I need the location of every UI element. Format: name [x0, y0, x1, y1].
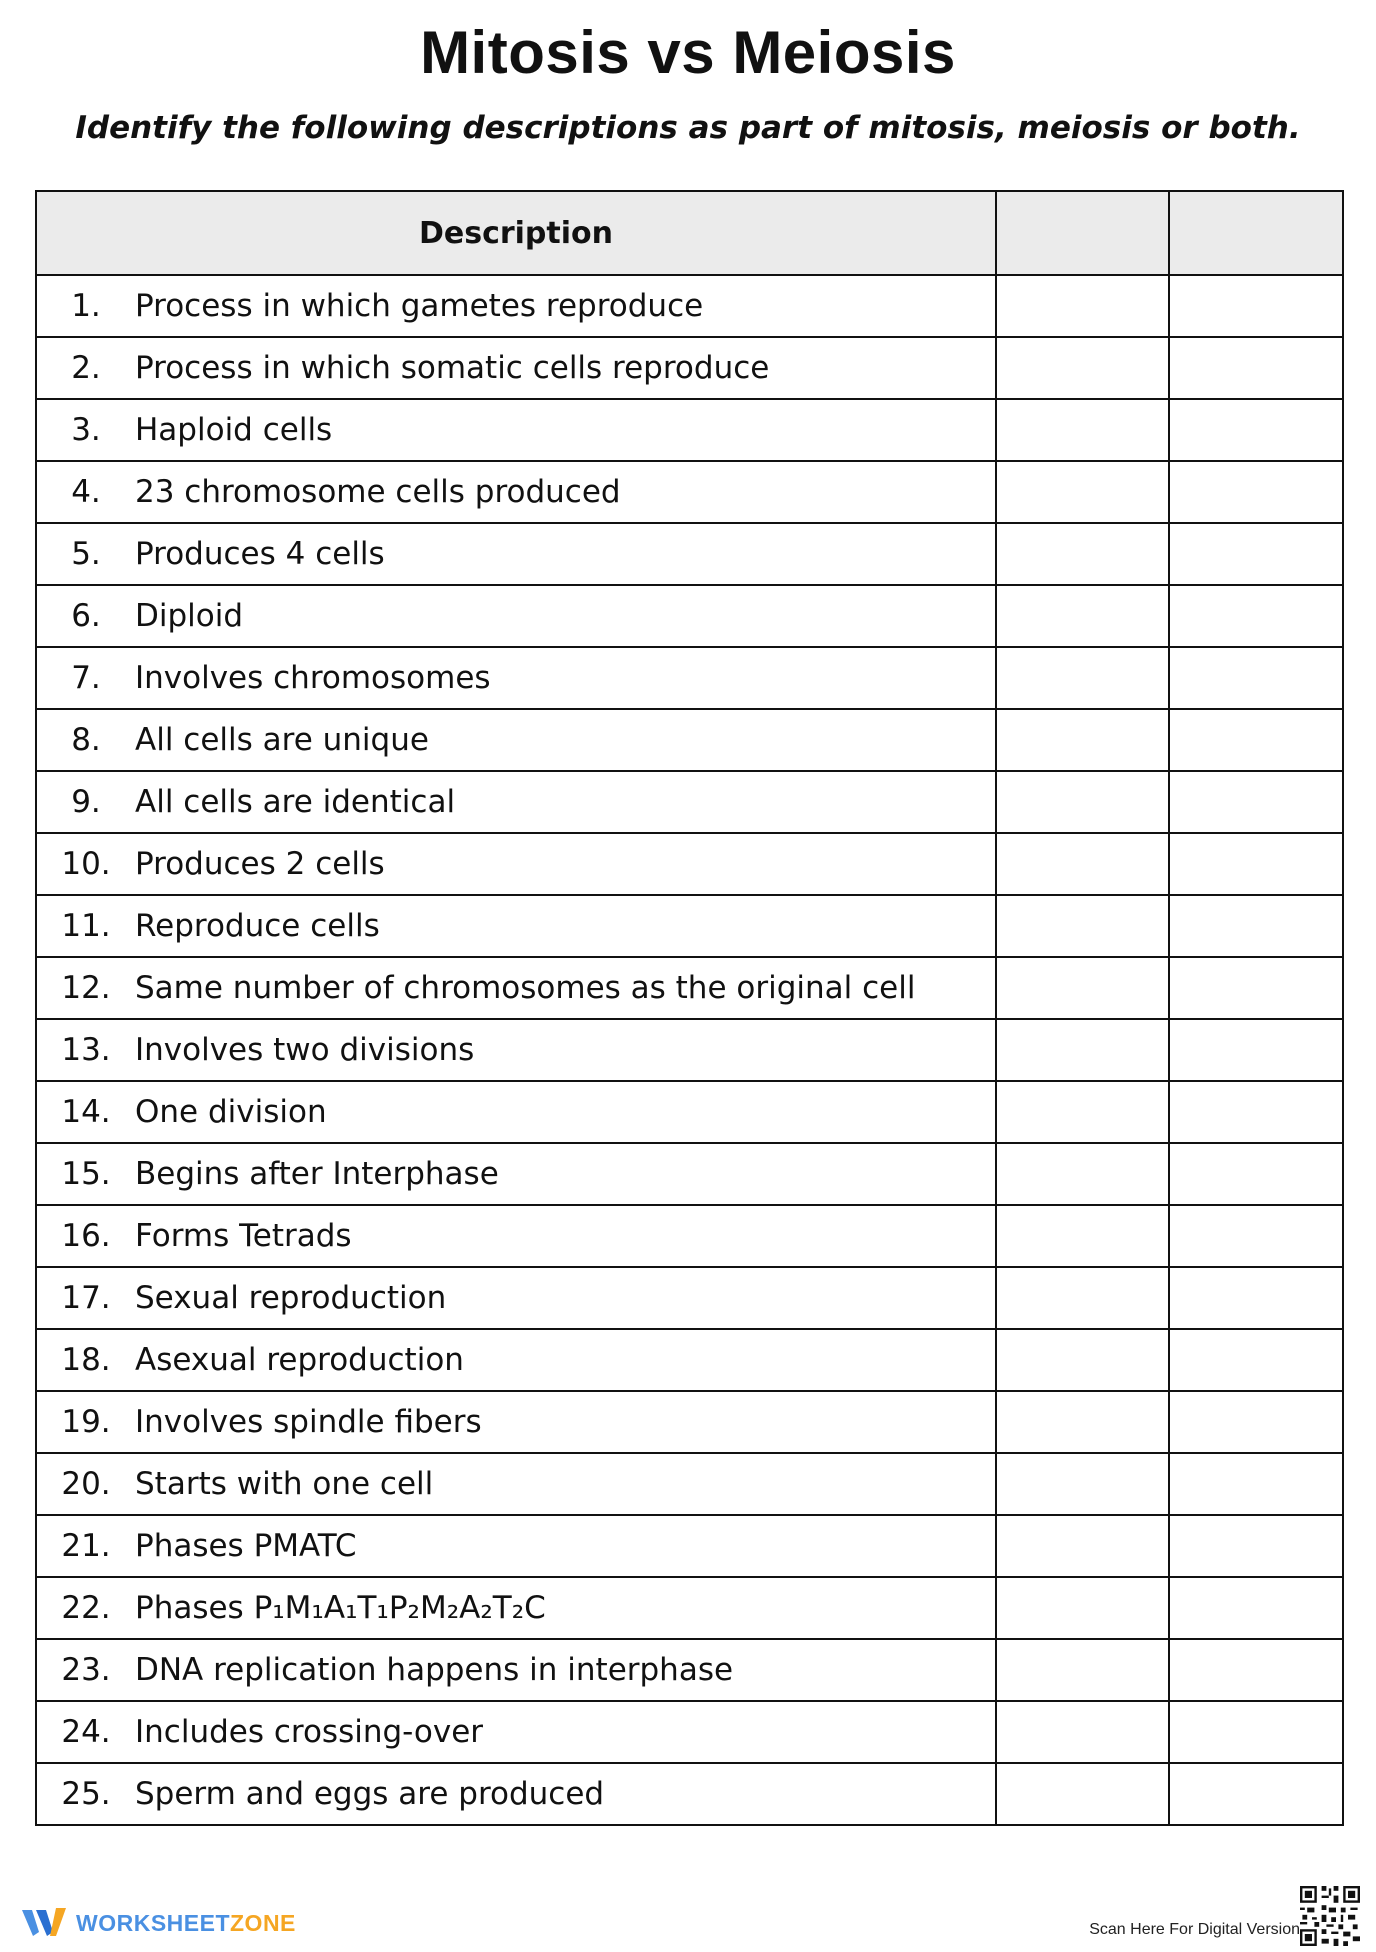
item-number: 15.: [61, 1156, 111, 1192]
header-description: Description: [36, 191, 996, 275]
table-row: [36, 647, 1343, 709]
item-number: 9.: [71, 784, 101, 820]
item-number: 11.: [61, 908, 111, 944]
table-row: [36, 1081, 1343, 1143]
table-row: [36, 1453, 1343, 1515]
item-number: 7.: [71, 660, 101, 696]
answer-cell-1[interactable]: [996, 461, 1169, 523]
table-row: [36, 1143, 1343, 1205]
item-number: 4.: [71, 474, 101, 510]
item-number: 6.: [71, 598, 101, 634]
item-description: Forms Tetrads: [135, 1218, 352, 1254]
description-cell: [36, 957, 996, 1019]
item-description: Begins after Interphase: [135, 1156, 499, 1192]
answer-cell-2[interactable]: [1169, 1515, 1343, 1577]
item-number: 12.: [61, 970, 111, 1006]
item-number: 5.: [71, 536, 101, 572]
description-cell: [36, 1081, 996, 1143]
description-cell: [36, 1019, 996, 1081]
answer-cell-1[interactable]: [996, 585, 1169, 647]
answer-cell-1[interactable]: [996, 1391, 1169, 1453]
item-number: 16.: [61, 1218, 111, 1254]
answer-cell-2[interactable]: [1169, 709, 1343, 771]
answer-cell-2[interactable]: [1169, 1143, 1343, 1205]
description-cell: [36, 523, 996, 585]
item-description: Diploid: [135, 598, 244, 634]
page-instructions: Identify the following descriptions as part of mitosis, meiosis or both.: [75, 110, 1301, 146]
answer-cell-2[interactable]: [1169, 523, 1343, 585]
answer-cell-1[interactable]: [996, 1515, 1169, 1577]
answer-cell-2[interactable]: [1169, 275, 1343, 337]
table-row: [36, 275, 1343, 337]
answer-cell-2[interactable]: [1169, 895, 1343, 957]
table-row: [36, 1515, 1343, 1577]
item-number: 17.: [61, 1280, 111, 1316]
answer-cell-2[interactable]: [1169, 1639, 1343, 1701]
answer-cell-1[interactable]: [996, 275, 1169, 337]
item-number: 20.: [61, 1466, 111, 1502]
item-number: 14.: [61, 1094, 111, 1130]
item-description: Produces 4 cells: [135, 536, 385, 572]
answer-cell-2[interactable]: [1169, 647, 1343, 709]
description-cell: [36, 1329, 996, 1391]
answer-cell-1[interactable]: [996, 895, 1169, 957]
item-number: 3.: [71, 412, 101, 448]
answer-cell-1[interactable]: [996, 1329, 1169, 1391]
item-number: 23.: [61, 1652, 111, 1688]
worksheetzone-logo: [20, 1906, 296, 1940]
table-row: [36, 771, 1343, 833]
answer-cell-2[interactable]: [1169, 771, 1343, 833]
answer-cell-2[interactable]: [1169, 337, 1343, 399]
description-cell: [36, 337, 996, 399]
description-cell: [36, 1391, 996, 1453]
answer-cell-2[interactable]: [1169, 1577, 1343, 1639]
item-number: 19.: [61, 1404, 111, 1440]
item-description: Sperm and eggs are produced: [135, 1776, 605, 1812]
table-row: [36, 833, 1343, 895]
answer-cell-2[interactable]: [1169, 461, 1343, 523]
worksheet-table: [35, 190, 1344, 1826]
logo-text: [76, 1910, 296, 1937]
table-row: [36, 337, 1343, 399]
answer-cell-1[interactable]: [996, 523, 1169, 585]
table-row: [36, 523, 1343, 585]
description-cell: [36, 585, 996, 647]
table-row: [36, 1019, 1343, 1081]
item-description: All cells are identical: [135, 784, 456, 820]
description-cell: [36, 1515, 996, 1577]
answer-cell-1[interactable]: [996, 1205, 1169, 1267]
answer-cell-1[interactable]: [996, 771, 1169, 833]
table-row: [36, 1391, 1343, 1453]
answer-cell-2[interactable]: [1169, 1081, 1343, 1143]
item-description: Reproduce cells: [135, 908, 380, 944]
item-description: Haploid cells: [135, 412, 333, 448]
item-number: 25.: [61, 1776, 111, 1812]
item-number: 8.: [71, 722, 101, 758]
item-description: Same number of chromosomes as the original cell: [135, 970, 916, 1006]
answer-cell-1[interactable]: [996, 399, 1169, 461]
answer-cell-2[interactable]: [1169, 833, 1343, 895]
item-description: Phases P₁M₁A₁T₁P₂M₂A₂T₂C: [135, 1590, 546, 1626]
description-cell: [36, 771, 996, 833]
answer-cell-1[interactable]: [996, 647, 1169, 709]
table-row: [36, 1267, 1343, 1329]
scan-caption: Scan Here For Digital Version: [1089, 1921, 1300, 1938]
item-description: Involves spindle fibers: [135, 1404, 482, 1440]
item-description: Asexual reproduction: [135, 1342, 464, 1378]
header-answer-column-1: [996, 191, 1169, 275]
description-cell: [36, 1577, 996, 1639]
item-number: 22.: [61, 1590, 111, 1626]
item-description: Includes crossing-over: [135, 1714, 484, 1750]
table-row: [36, 1205, 1343, 1267]
worksheetzone-logo-icon: [20, 1906, 70, 1940]
header-answer-column-2: [1169, 191, 1343, 275]
logo-text-accent: ZONE: [230, 1909, 296, 1936]
description-cell: [36, 1763, 996, 1825]
answer-cell-1[interactable]: [996, 1639, 1169, 1701]
item-number: 21.: [61, 1528, 111, 1564]
item-number: 10.: [61, 846, 111, 882]
description-cell: [36, 1639, 996, 1701]
answer-cell-2[interactable]: [1169, 585, 1343, 647]
description-cell: [36, 1267, 996, 1329]
description-cell: [36, 1205, 996, 1267]
item-description: Phases PMATC: [135, 1528, 357, 1564]
answer-cell-1[interactable]: [996, 1081, 1169, 1143]
table-row: [36, 957, 1343, 1019]
answer-cell-1[interactable]: [996, 337, 1169, 399]
description-cell: [36, 833, 996, 895]
description-cell: [36, 275, 996, 337]
answer-cell-1[interactable]: [996, 833, 1169, 895]
answer-cell-1[interactable]: [996, 1701, 1169, 1763]
item-description: 23 chromosome cells produced: [135, 474, 621, 510]
description-cell: [36, 399, 996, 461]
logo-text-main: WORKSHEET: [76, 1909, 230, 1936]
answer-cell-1[interactable]: [996, 1267, 1169, 1329]
description-cell: [36, 1453, 996, 1515]
answer-cell-2[interactable]: [1169, 1019, 1343, 1081]
answer-cell-2[interactable]: [1169, 1391, 1343, 1453]
page-title: Mitosis vs Meiosis: [420, 19, 956, 86]
table-header-row: [36, 191, 1343, 275]
item-description: Starts with one cell: [135, 1466, 434, 1502]
table-row: [36, 1577, 1343, 1639]
table-row: [36, 1329, 1343, 1391]
table-row: [36, 1763, 1343, 1825]
description-cell: [36, 647, 996, 709]
item-number: 24.: [61, 1714, 111, 1750]
item-description: One division: [135, 1094, 327, 1130]
description-cell: [36, 1143, 996, 1205]
table-row: [36, 399, 1343, 461]
answer-cell-2[interactable]: [1169, 1267, 1343, 1329]
item-description: DNA replication happens in interphase: [135, 1652, 734, 1688]
answer-cell-1[interactable]: [996, 1019, 1169, 1081]
item-description: Produces 2 cells: [135, 846, 385, 882]
answer-cell-2[interactable]: [1169, 1701, 1343, 1763]
table-row: [36, 1701, 1343, 1763]
table-row: [36, 461, 1343, 523]
item-description: Involves chromosomes: [135, 660, 491, 696]
item-description: Sexual reproduction: [135, 1280, 447, 1316]
item-description: Involves two divisions: [135, 1032, 475, 1068]
answer-cell-1[interactable]: [996, 1453, 1169, 1515]
item-number: 2.: [71, 350, 101, 386]
description-cell: [36, 1701, 996, 1763]
answer-cell-2[interactable]: [1169, 1763, 1343, 1825]
answer-cell-2[interactable]: [1169, 1205, 1343, 1267]
item-number: 18.: [61, 1342, 111, 1378]
answer-cell-1[interactable]: [996, 1577, 1169, 1639]
description-cell: [36, 709, 996, 771]
answer-cell-2[interactable]: [1169, 1453, 1343, 1515]
answer-cell-1[interactable]: [996, 1143, 1169, 1205]
answer-cell-2[interactable]: [1169, 1329, 1343, 1391]
answer-cell-1[interactable]: [996, 957, 1169, 1019]
item-description: Process in which somatic cells reproduce: [135, 350, 770, 386]
answer-cell-2[interactable]: [1169, 399, 1343, 461]
table-row: [36, 895, 1343, 957]
item-description: All cells are unique: [135, 722, 429, 758]
qr-code-icon[interactable]: [1300, 1886, 1360, 1946]
answer-cell-1[interactable]: [996, 1763, 1169, 1825]
description-cell: [36, 461, 996, 523]
item-number: 13.: [61, 1032, 111, 1068]
table-row: [36, 585, 1343, 647]
description-cell: [36, 895, 996, 957]
item-number: 1.: [71, 288, 101, 324]
answer-cell-2[interactable]: [1169, 957, 1343, 1019]
answer-cell-1[interactable]: [996, 709, 1169, 771]
table-row: [36, 1639, 1343, 1701]
table-row: [36, 709, 1343, 771]
item-description: Process in which gametes reproduce: [135, 288, 704, 324]
